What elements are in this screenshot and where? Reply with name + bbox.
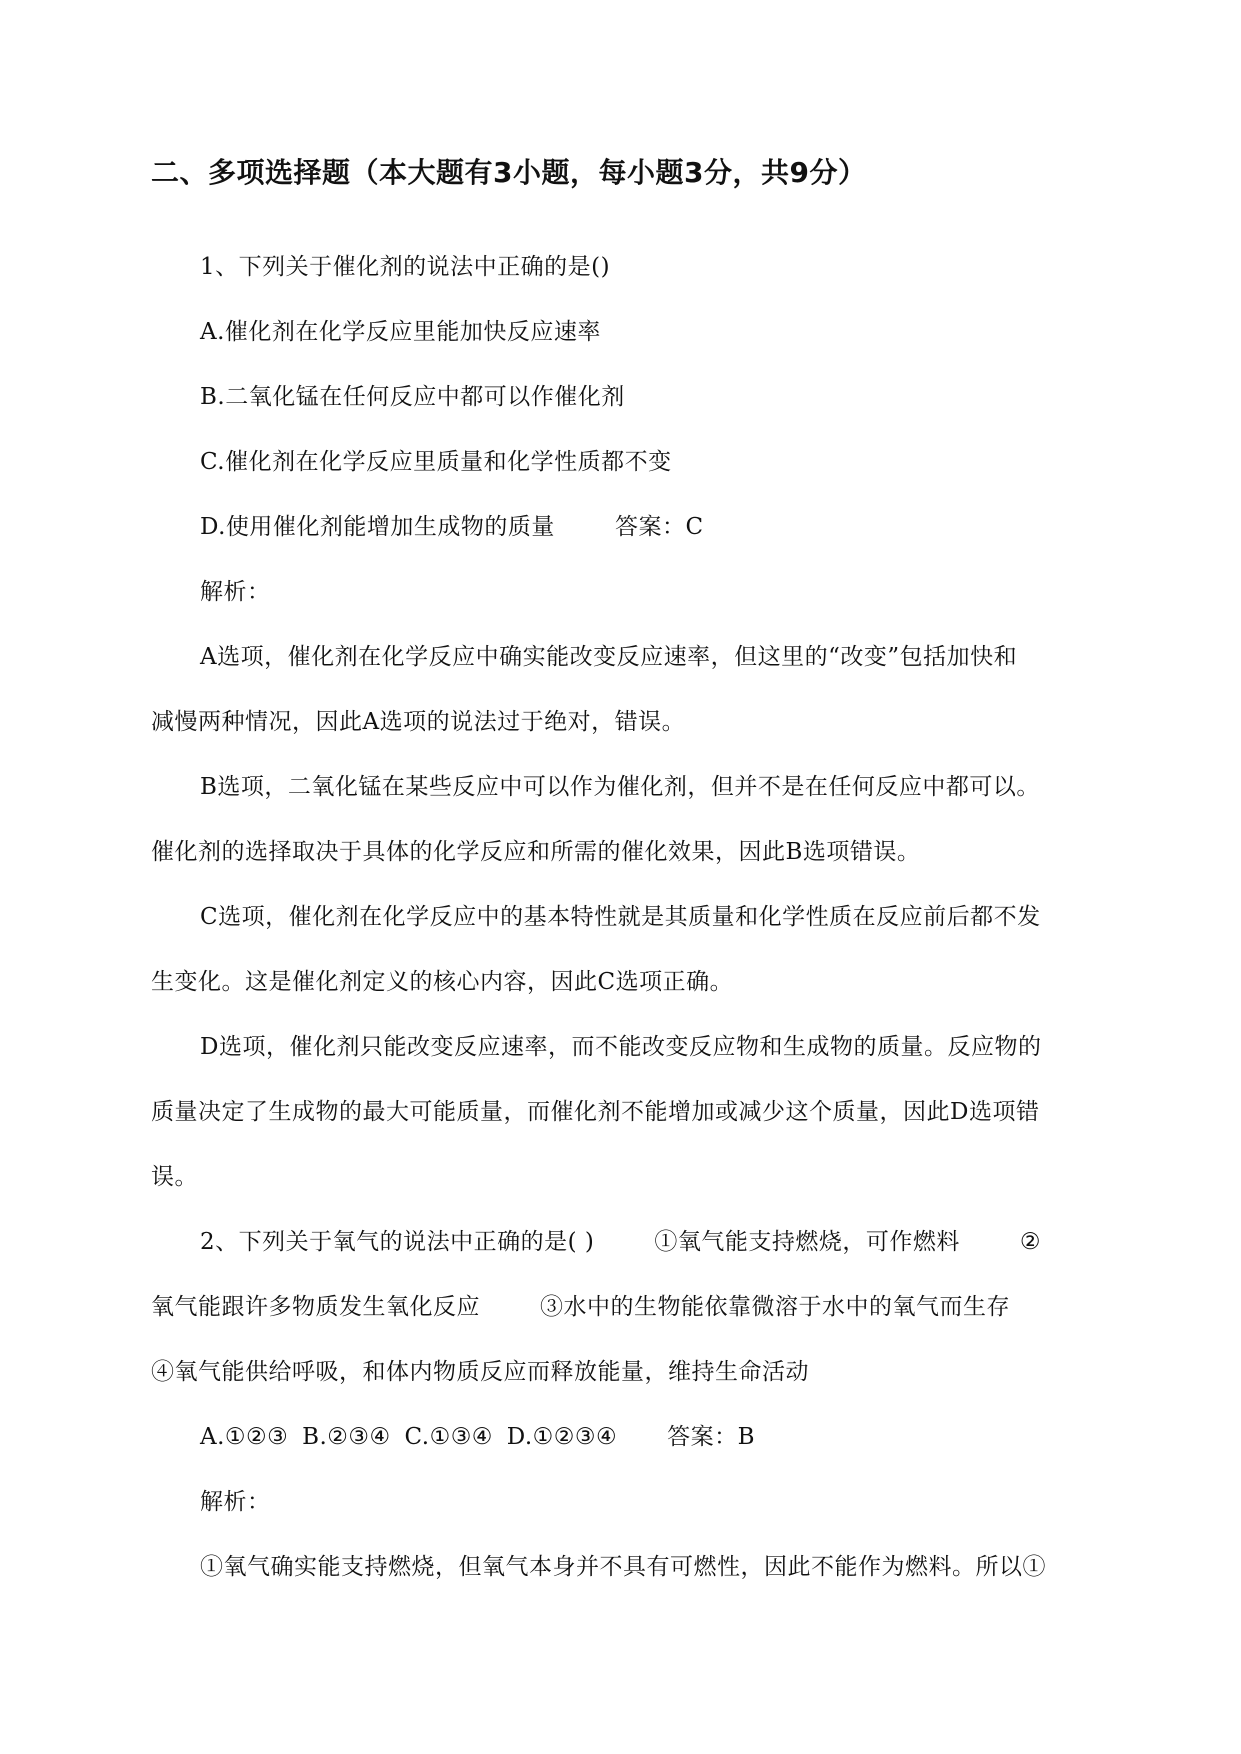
q2-option-d: D.①②③④ (506, 1424, 618, 1450)
q2-statement-3: ③水中的生物能依靠微溶于水中的氧气而生存 (540, 1294, 1010, 1320)
q2-statement-1: ①氧气能支持燃烧，可作燃料 (654, 1229, 960, 1255)
q1-analysis-line: D选项，催化剂只能改变反应速率，而不能改变反应物和生成物的质量。反应物的 (200, 1034, 1042, 1060)
q1-analysis-line: 误。 (151, 1164, 198, 1190)
section-heading: 二、多项选择题（本大题有3小题，每小题3分，共9分） (151, 156, 867, 189)
q2-stem: 2、下列关于氧气的说法中正确的是( ) (200, 1229, 595, 1255)
q1-analysis-line: 生变化。这是催化剂定义的核心内容，因此C选项正确。 (151, 969, 734, 995)
q1-option-b: B.二氧化锰在任何反应中都可以作催化剂 (200, 384, 625, 410)
q2-statement-2-marker: ② (1019, 1229, 1042, 1255)
q2-analysis-line: ①氧气确实能支持燃烧，但氧气本身并不具有可燃性，因此不能作为燃料。所以① (200, 1554, 1046, 1580)
q2-option-c: C.①③④ (404, 1424, 493, 1450)
q1-option-d-row (151, 495, 1098, 560)
q1-analysis-line: 减慢两种情况，因此A选项的说法过于绝对，错误。 (151, 709, 686, 735)
q1-option-c: C.催化剂在化学反应里质量和化学性质都不变 (200, 449, 672, 475)
q1-analysis-label: 解析： (200, 579, 271, 605)
q2-analysis-label: 解析： (200, 1489, 271, 1515)
q2-options-row (151, 1405, 1098, 1470)
q1-analysis-line: B选项，二氧化锰在某些反应中可以作为催化剂，但并不是在任何反应中都可以。 (200, 774, 1040, 800)
q1-option-d: D.使用催化剂能增加生成物的质量 (200, 514, 555, 540)
q2-statement-4: ④氧气能供给呼吸，和体内物质反应而释放能量，维持生命活动 (151, 1359, 809, 1385)
q2-option-a: A.①②③ (200, 1424, 289, 1450)
q1-analysis-line: 催化剂的选择取决于具体的化学反应和所需的催化效果，因此B选项错误。 (151, 839, 921, 865)
q2-stem-row (151, 1210, 1098, 1275)
q1-analysis-line: A选项，催化剂在化学反应中确实能改变反应速率，但这里的“改变”包括加快和 (200, 644, 1018, 670)
q1-answer: 答案：C (614, 514, 704, 540)
q2-answer: 答案：B (667, 1424, 756, 1450)
q2-statement-2: 氧气能跟许多物质发生氧化反应 (151, 1294, 480, 1320)
q1-analysis-line: 质量决定了生成物的最大可能质量，而催化剂不能增加或减少这个质量，因此D选项错 (151, 1099, 1040, 1125)
q1-analysis-line: C选项，催化剂在化学反应中的基本特性就是其质量和化学性质在反应前后都不发 (200, 904, 1041, 930)
question-content (151, 235, 1098, 1600)
q2-option-b: B.②③④ (302, 1424, 391, 1450)
q1-stem: 1、下列关于催化剂的说法中正确的是() (200, 254, 611, 280)
q2-statements-row (151, 1275, 1098, 1340)
q1-option-a: A.催化剂在化学反应里能加快反应速率 (200, 319, 601, 345)
